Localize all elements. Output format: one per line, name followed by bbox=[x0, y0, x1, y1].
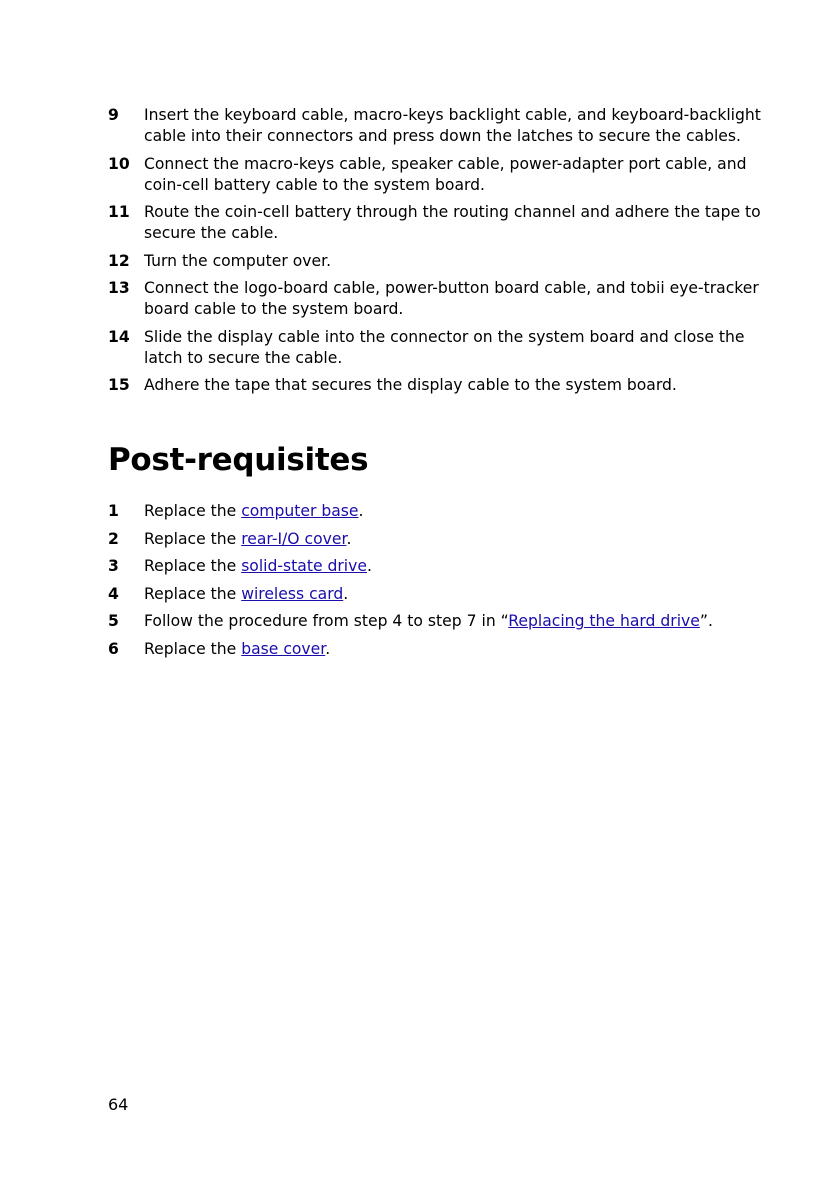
step-text bbox=[144, 584, 768, 605]
step-text: Turn the computer over. bbox=[144, 251, 332, 270]
step-number: 5 bbox=[108, 612, 119, 630]
link-solid-state-drive[interactable]: solid-state drive bbox=[241, 557, 367, 575]
step-text: Slide the display cable into the connector on the system board and close the latch to secure the cable. bbox=[144, 327, 745, 367]
step-item bbox=[108, 105, 768, 147]
step-text bbox=[144, 501, 768, 522]
step-text-suffix: . bbox=[343, 584, 349, 603]
step-text-prefix: Follow the procedure from step 4 to step 7 in “ bbox=[144, 612, 509, 630]
step-text-prefix: Replace the bbox=[144, 529, 242, 548]
step-number: 13 bbox=[108, 279, 130, 297]
step-item bbox=[108, 202, 768, 244]
step-number: 3 bbox=[108, 557, 119, 575]
step-number: 6 bbox=[108, 639, 119, 658]
step-text: Adhere the tape that secures the display cable to the system board. bbox=[144, 376, 677, 394]
step-number: 4 bbox=[108, 584, 119, 603]
step-number: 9 bbox=[108, 106, 119, 124]
post-requisites-list bbox=[108, 501, 768, 666]
page-number: 64 bbox=[108, 1095, 129, 1114]
step-number: 12 bbox=[108, 251, 130, 270]
step-number: 10 bbox=[108, 154, 130, 173]
link-replacing-the-hard-drive[interactable]: Replacing the hard drive bbox=[508, 612, 700, 630]
section-heading: Post-requisites bbox=[108, 442, 369, 478]
step-number: 15 bbox=[108, 376, 130, 394]
step-text-prefix: Replace the bbox=[144, 557, 242, 575]
link-base-cover[interactable]: base cover bbox=[241, 639, 326, 658]
step-item bbox=[108, 529, 768, 550]
step-text bbox=[144, 639, 768, 660]
step-item bbox=[108, 375, 768, 396]
step-item bbox=[108, 154, 768, 196]
step-text-suffix: ”. bbox=[699, 612, 713, 630]
step-text-suffix: . bbox=[366, 557, 372, 575]
link-wireless-card[interactable]: wireless card bbox=[241, 584, 344, 603]
step-text bbox=[144, 556, 768, 577]
step-text-suffix: . bbox=[325, 639, 331, 658]
step-item bbox=[108, 327, 768, 369]
step-text-suffix: . bbox=[346, 529, 352, 548]
step-text-suffix: . bbox=[358, 502, 364, 520]
step-text-prefix: Replace the bbox=[144, 502, 242, 520]
step-text bbox=[144, 529, 768, 550]
installation-steps-list bbox=[108, 105, 768, 403]
step-text: Connect the logo-board cable, power-button board cable, and tobii eye-tracker board cable to the system board. bbox=[144, 279, 759, 318]
step-number: 2 bbox=[108, 529, 119, 548]
step-item bbox=[108, 501, 768, 522]
step-item bbox=[108, 584, 768, 605]
step-text: Route the coin-cell battery through the routing channel and adhere the tape to secure the cable. bbox=[144, 203, 761, 242]
step-item bbox=[108, 556, 768, 577]
step-text-prefix: Replace the bbox=[144, 584, 242, 603]
step-item bbox=[108, 639, 768, 660]
step-text: Connect the macro-keys cable, speaker cable, power-adapter port cable, and coin-cell battery cable to the system board. bbox=[144, 154, 747, 194]
link-rear-io-cover[interactable]: rear-I/O cover bbox=[241, 529, 347, 548]
step-number: 11 bbox=[108, 203, 130, 221]
step-number: 14 bbox=[108, 327, 130, 346]
step-item bbox=[108, 251, 768, 272]
step-item bbox=[108, 278, 768, 320]
step-text bbox=[144, 611, 768, 632]
step-number: 1 bbox=[108, 502, 119, 520]
link-computer-base[interactable]: computer base bbox=[241, 502, 359, 520]
step-item bbox=[108, 611, 768, 632]
step-text-prefix: Replace the bbox=[144, 639, 242, 658]
step-text: Insert the keyboard cable, macro-keys backlight cable, and keyboard-backlight cable into their connectors and press down the latches to secure the cables. bbox=[144, 106, 761, 145]
